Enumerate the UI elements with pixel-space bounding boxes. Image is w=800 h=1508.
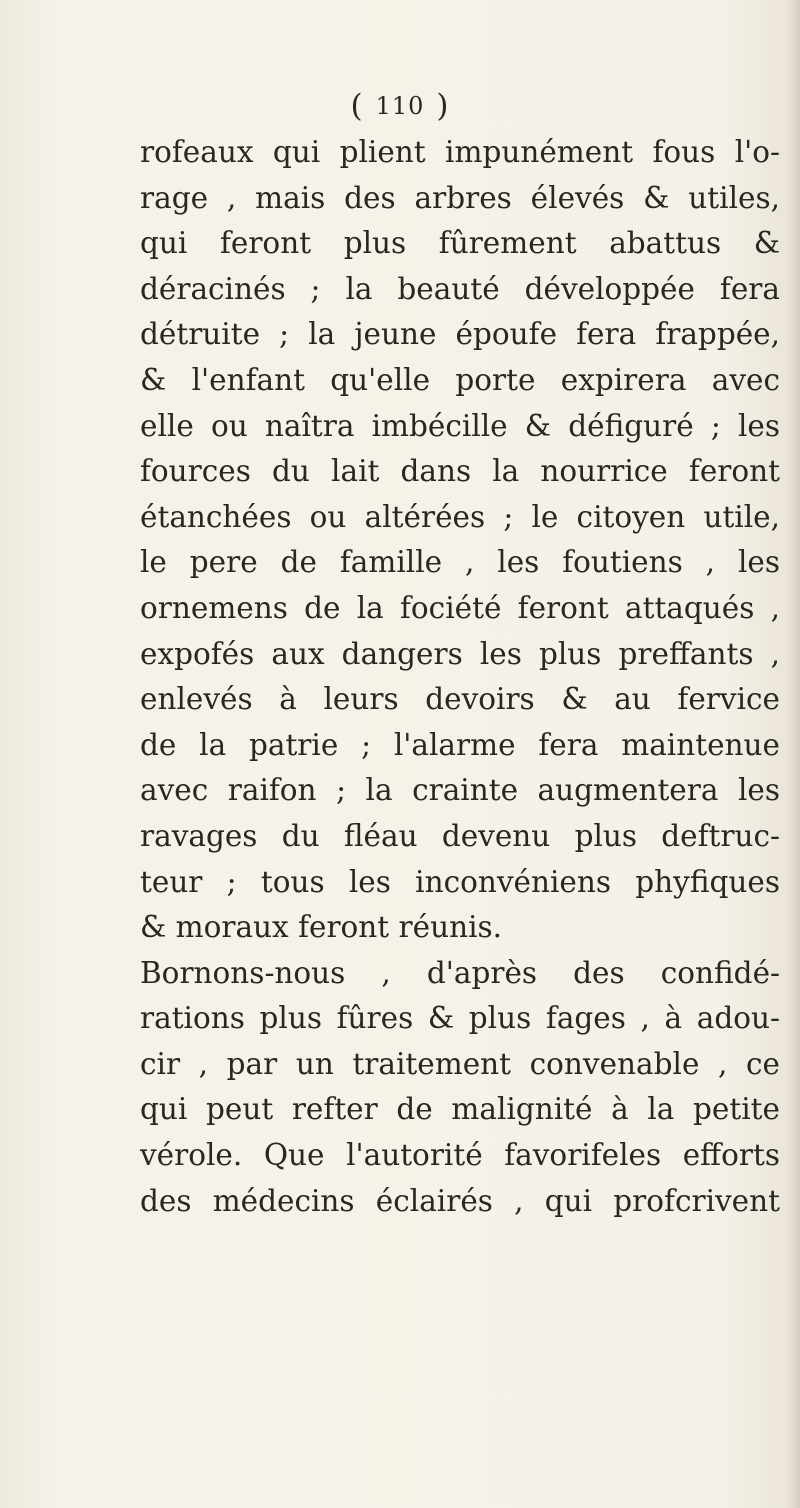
text-line: cir , par un traitement convenable , ce — [140, 1046, 780, 1081]
text-line: rage , mais des arbres élevés & utiles, — [140, 180, 780, 215]
page-number — [0, 88, 800, 124]
page-edge-shadow — [786, 0, 800, 1508]
text-line: qui peut refter de malignité à la petite — [140, 1092, 780, 1127]
text-line: qui feront plus fûrement abattus & — [140, 226, 780, 261]
text-line: & moraux feront réunis. — [140, 910, 503, 945]
page-number-value: 110 — [375, 92, 425, 120]
text-line: Bornons-nous , d'après des confidé- — [140, 955, 780, 990]
text-line: détruite ; la jeune époufe fera frappée, — [140, 317, 780, 352]
text-line: expofés aux dangers les plus preffants , — [140, 636, 780, 671]
text-line: enlevés à leurs devoirs & au fervice — [140, 682, 780, 717]
text-line: rofeaux qui plient impunément fous l'o- — [140, 135, 780, 169]
text-line: elle ou naîtra imbécille & défiguré ; les — [140, 408, 780, 443]
text-line: des médecins éclairés , qui profcrivent — [140, 1183, 780, 1218]
text-line: vérole. Que l'autorité favorifeles efforts — [140, 1138, 780, 1173]
text-line: étanchées ou altérées ; le citoyen utile, — [140, 499, 780, 534]
body-text — [140, 130, 780, 1224]
text-line: teur ; tous les inconvéniens phyfiques — [140, 864, 780, 899]
page-number-open-paren: ( — [350, 88, 364, 124]
text-line: ravages du fléau devenu plus deftruc- — [140, 818, 780, 853]
text-line: & l'enfant qu'elle porte expirera avec — [140, 362, 780, 397]
page-number-close-paren: ) — [436, 88, 450, 124]
text-line: de la patrie ; l'alarme fera maintenue — [140, 727, 780, 762]
text-line: avec raifon ; la crainte augmentera les — [140, 773, 780, 808]
text-line: rations plus fûres & plus fages , à adou- — [140, 1001, 780, 1036]
text-line: le pere de famille , les foutiens , les — [140, 545, 780, 580]
text-line: ornemens de la fociété feront attaqués , — [140, 590, 780, 625]
text-line: déracinés ; la beauté développée fera — [140, 271, 780, 306]
text-line: fources du lait dans la nourrice feront — [140, 454, 780, 489]
